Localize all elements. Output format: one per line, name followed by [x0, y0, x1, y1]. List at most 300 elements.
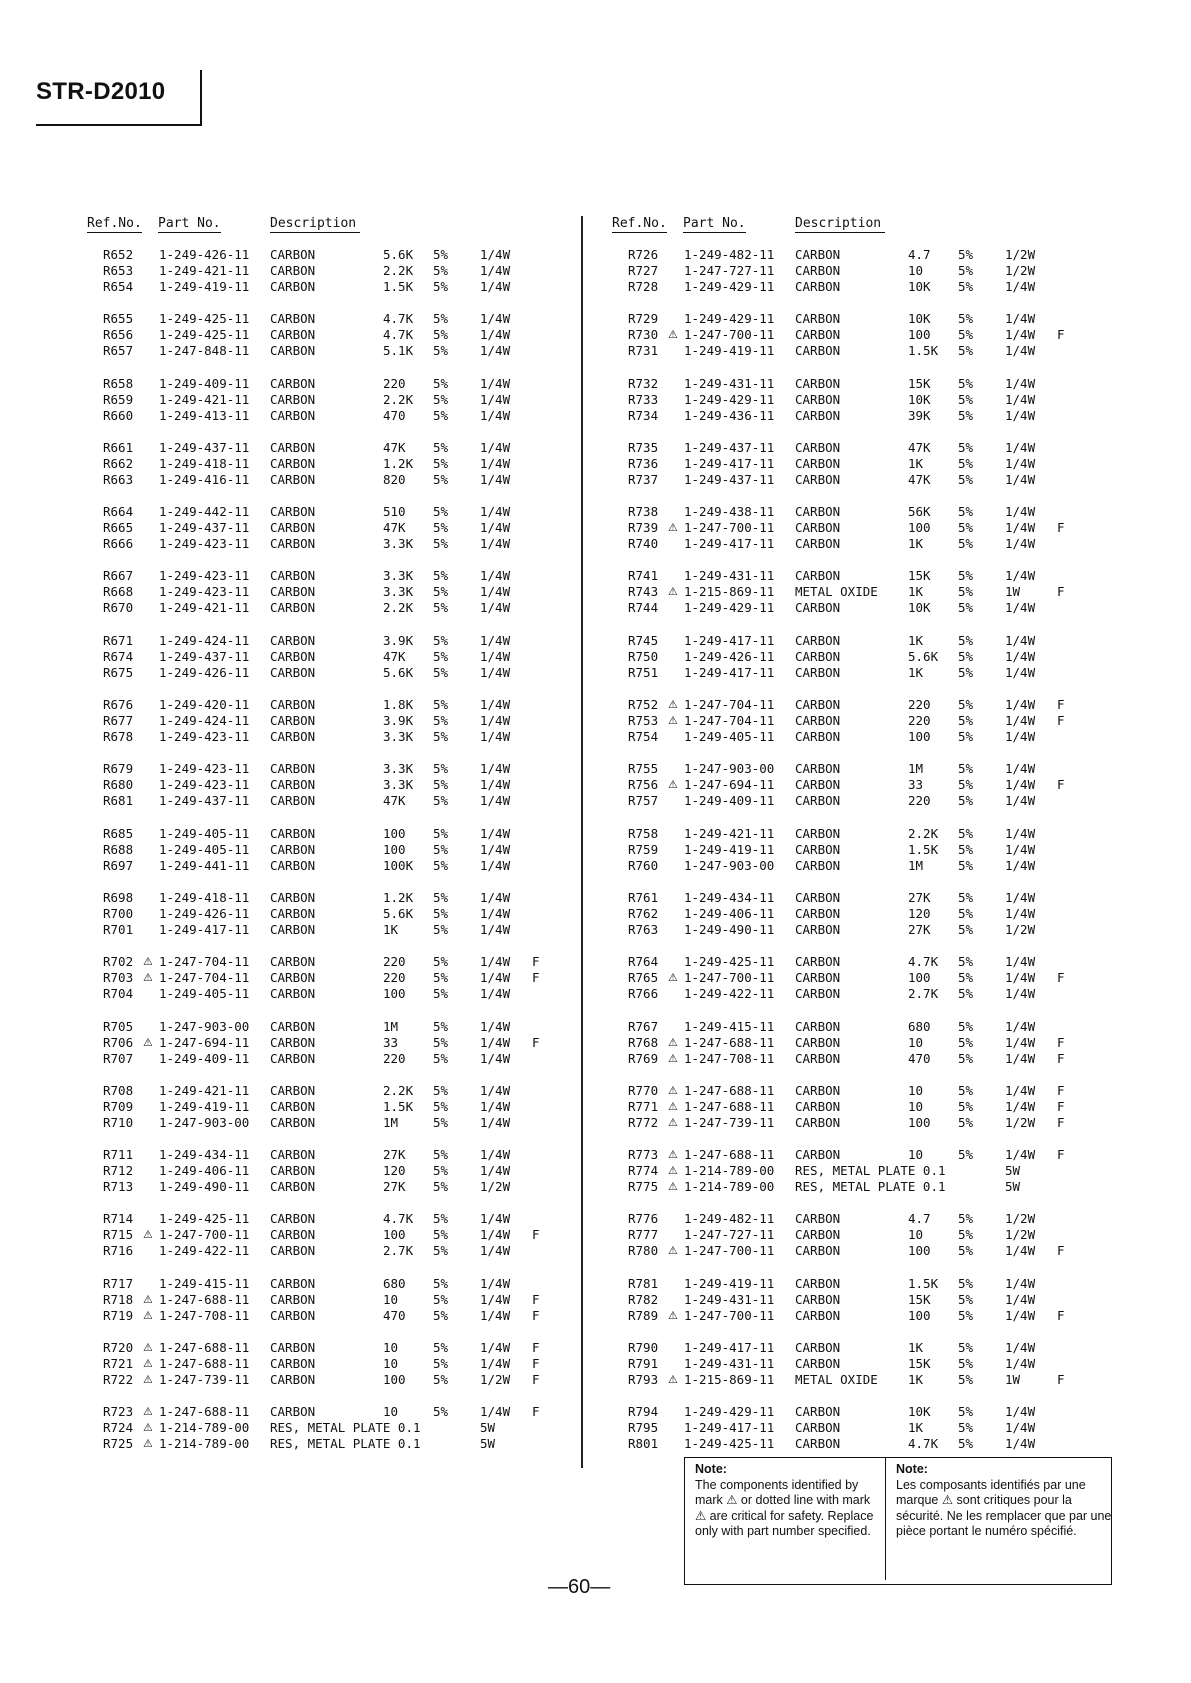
table-row — [612, 826, 1112, 842]
table-row — [87, 584, 587, 600]
ref-no: R772 — [628, 1114, 659, 1130]
part-no: 1-215-869-11 — [684, 1372, 775, 1388]
value: 220 — [383, 970, 406, 986]
ref-no: R741 — [628, 568, 659, 584]
tolerance: 5% — [433, 279, 449, 294]
tolerance: 5% — [958, 857, 974, 873]
table-row — [87, 327, 587, 343]
description: CARBON — [795, 391, 841, 407]
tolerance: 5% — [433, 504, 449, 520]
ref-no: R700 — [103, 905, 134, 921]
value: 470 — [383, 1307, 406, 1323]
tolerance: 5% — [433, 1275, 449, 1291]
value: 820 — [383, 471, 406, 487]
table-row — [87, 600, 587, 616]
description: CARBON — [270, 954, 316, 970]
tolerance: 5% — [433, 407, 449, 423]
description: CARBON — [270, 1404, 316, 1420]
description: CARBON — [795, 1404, 841, 1420]
table-row — [87, 1243, 587, 1259]
wattage: 1/4W — [1005, 777, 1036, 793]
wattage: 1/4W — [480, 841, 511, 857]
wattage: 1/4W — [480, 905, 511, 921]
tolerance: 5% — [958, 327, 974, 343]
ref-no: R701 — [103, 921, 134, 937]
header-divider-vertical — [200, 70, 202, 124]
part-no: 1-249-419-11 — [159, 279, 250, 294]
safety-warning-icon: ⚠ — [668, 698, 678, 712]
part-no: 1-247-903-00 — [684, 857, 775, 873]
table-row — [612, 1356, 1112, 1372]
value: 47K — [383, 793, 406, 809]
table-row — [87, 247, 587, 263]
ref-no: R745 — [628, 632, 659, 648]
value: 56K — [908, 504, 931, 520]
ref-no: R715 — [103, 1227, 134, 1243]
wattage: 1/4W — [480, 1098, 511, 1114]
tolerance: 5% — [958, 921, 974, 937]
table-row — [87, 633, 587, 649]
ref-no: R665 — [103, 520, 134, 536]
description: CARBON — [270, 327, 316, 343]
part-no: 1-249-405-11 — [159, 986, 250, 1002]
table-row — [612, 665, 1112, 681]
wattage: 1/4W — [1005, 536, 1036, 552]
wattage: 1/4W — [1005, 568, 1036, 584]
part-no: 1-249-417-11 — [684, 1340, 775, 1356]
tolerance: 5% — [433, 1147, 449, 1163]
value: 3.9K — [383, 632, 414, 648]
value: 27K — [908, 889, 931, 905]
value: 1.2K — [383, 455, 414, 471]
part-no: 1-249-429-11 — [684, 600, 775, 616]
table-row — [612, 1163, 1112, 1179]
part-no: 1-249-418-11 — [159, 455, 250, 471]
parts-group — [612, 1019, 1112, 1083]
value: 33 — [383, 1034, 399, 1050]
tolerance: 5% — [958, 729, 974, 745]
ref-no: R718 — [103, 1291, 134, 1307]
tolerance: 5% — [958, 1227, 974, 1243]
wattage: 1/4W — [480, 279, 511, 294]
part-no: 1-249-434-11 — [159, 1147, 250, 1163]
wattage: 1/4W — [480, 889, 511, 905]
value: 1M — [383, 1114, 399, 1130]
part-no: 1-249-437-11 — [684, 439, 775, 455]
tolerance: 5% — [433, 793, 449, 809]
table-row — [87, 1115, 587, 1131]
table-row — [87, 520, 587, 536]
description: CARBON — [795, 664, 841, 680]
header-description: Description — [270, 216, 360, 233]
description: CARBON — [795, 729, 841, 745]
part-no: 1-247-903-00 — [684, 761, 775, 777]
value: 3.3K — [383, 777, 414, 793]
table-row — [612, 472, 1112, 488]
description: CARBON — [795, 1227, 841, 1243]
parts-group — [612, 1147, 1112, 1211]
value: 100 — [383, 825, 406, 841]
part-no: 1-247-700-11 — [684, 970, 775, 986]
tolerance: 5% — [433, 520, 449, 536]
description: CARBON — [795, 905, 841, 921]
table-row — [612, 729, 1112, 745]
description: CARBON — [270, 793, 316, 809]
safety-warning-icon: ⚠ — [143, 1228, 153, 1242]
table-row — [612, 1227, 1112, 1243]
tolerance: 5% — [433, 889, 449, 905]
part-no: 1-249-423-11 — [159, 729, 250, 745]
description: CARBON — [270, 247, 316, 262]
description: CARBON — [795, 825, 841, 841]
tolerance: 5% — [433, 1163, 449, 1179]
description: CARBON — [270, 1340, 316, 1356]
table-row — [87, 761, 587, 777]
safety-warning-icon: ⚠ — [143, 1035, 153, 1049]
tolerance: 5% — [958, 697, 974, 713]
wattage: 1/4W — [480, 536, 511, 552]
part-no: 1-247-700-11 — [684, 327, 775, 343]
flag: F — [532, 1340, 540, 1356]
ref-no: R736 — [628, 455, 659, 471]
description: CARBON — [270, 697, 316, 713]
safety-warning-icon: ⚠ — [668, 1051, 678, 1065]
description: CARBON — [795, 311, 841, 327]
table-row — [87, 279, 587, 295]
tolerance: 5% — [433, 1082, 449, 1098]
parts-column-left — [87, 214, 587, 1469]
value: 15K — [908, 1356, 931, 1372]
part-no: 1-249-423-11 — [159, 584, 250, 600]
ref-no: R730 — [628, 327, 659, 343]
flag: F — [1057, 327, 1065, 343]
header-ref-no: Ref.No. — [87, 216, 142, 231]
parts-group — [87, 376, 587, 440]
value: 1M — [383, 1018, 399, 1034]
ref-no: R775 — [628, 1179, 659, 1195]
description: CARBON — [270, 1243, 316, 1259]
wattage: 1/4W — [480, 632, 511, 648]
value: 47K — [383, 439, 406, 455]
wattage: 1/4W — [480, 954, 511, 970]
part-no: 1-249-429-11 — [684, 311, 775, 327]
parts-group — [87, 954, 587, 1018]
wattage: 1/4W — [1005, 391, 1036, 407]
table-row — [87, 922, 587, 938]
safety-warning-icon: ⚠ — [668, 1244, 678, 1258]
description: CARBON — [795, 713, 841, 729]
table-row — [612, 1436, 1112, 1452]
column-header — [87, 214, 587, 236]
wattage: 1/4W — [480, 247, 511, 262]
safety-warning-icon: ⚠ — [143, 1373, 153, 1387]
part-no: 1-249-431-11 — [684, 568, 775, 584]
column-header — [612, 214, 1112, 236]
description: CARBON — [795, 697, 841, 713]
description: CARBON — [270, 1372, 316, 1388]
table-row — [612, 1083, 1112, 1099]
table-row — [87, 970, 587, 986]
flag: F — [1057, 1082, 1065, 1098]
ref-no: R667 — [103, 568, 134, 584]
part-no: 1-249-426-11 — [684, 648, 775, 664]
part-no: 1-247-688-11 — [684, 1147, 775, 1163]
safety-warning-icon: ⚠ — [143, 1341, 153, 1355]
parts-group — [87, 247, 587, 311]
table-row — [612, 858, 1112, 874]
ref-no: R706 — [103, 1034, 134, 1050]
value: 10 — [908, 1227, 924, 1243]
description: CARBON — [270, 921, 316, 937]
wattage: 1/4W — [1005, 954, 1036, 970]
value: 39K — [908, 407, 931, 423]
wattage: 1/4W — [480, 471, 511, 487]
wattage: 5W — [480, 1420, 496, 1436]
table-row — [612, 1211, 1112, 1227]
safety-warning-icon: ⚠ — [668, 971, 678, 985]
part-no: 1-249-437-11 — [159, 648, 250, 664]
note-body: Les composants identifiés par une marque ⚠ sont critiques pour la sécurité. Ne les remplacer que par une pièce portant le numéro spécifié. — [896, 1477, 1112, 1538]
part-no: 1-249-482-11 — [684, 1211, 775, 1227]
ref-no: R722 — [103, 1372, 134, 1388]
flag: F — [1057, 1307, 1065, 1323]
description: CARBON — [270, 905, 316, 921]
wattage: 5W — [480, 1436, 496, 1452]
ref-no: R776 — [628, 1211, 659, 1227]
tolerance: 5% — [433, 343, 449, 359]
wattage: 1/2W — [1005, 1211, 1036, 1227]
wattage: 1/4W — [480, 1356, 511, 1372]
part-no: 1-249-417-11 — [159, 921, 250, 937]
flag: F — [532, 954, 540, 970]
wattage: 1/4W — [1005, 793, 1036, 809]
part-no: 1-249-425-11 — [159, 311, 250, 327]
wattage: 1/4W — [1005, 841, 1036, 857]
wattage: 1/4W — [1005, 439, 1036, 455]
wattage: 1/4W — [1005, 761, 1036, 777]
part-no: 1-249-442-11 — [159, 504, 250, 520]
table-row — [87, 665, 587, 681]
parts-group — [87, 504, 587, 568]
description: CARBON — [795, 504, 841, 520]
parts-group — [87, 311, 587, 375]
wattage: 1/2W — [1005, 1227, 1036, 1243]
ref-no: R743 — [628, 584, 659, 600]
parts-list-right — [612, 247, 1112, 1469]
description: CARBON — [795, 1356, 841, 1372]
ref-no: R720 — [103, 1340, 134, 1356]
wattage: 1/4W — [1005, 407, 1036, 423]
tolerance: 5% — [433, 664, 449, 680]
value: 3.3K — [383, 568, 414, 584]
value: 27K — [383, 1147, 406, 1163]
wattage: 5W — [1005, 1179, 1021, 1195]
wattage: 1W — [1005, 1372, 1021, 1388]
part-no: 1-249-421-11 — [159, 600, 250, 616]
part-no: 1-247-708-11 — [159, 1307, 250, 1323]
part-no: 1-249-420-11 — [159, 697, 250, 713]
part-no: 1-247-700-11 — [159, 1227, 250, 1243]
tolerance: 5% — [433, 841, 449, 857]
value: 1K — [908, 632, 924, 648]
parts-group — [87, 568, 587, 632]
description: CARBON — [270, 1018, 316, 1034]
table-row — [87, 1099, 587, 1115]
part-no: 1-249-419-11 — [684, 343, 775, 359]
ref-no: R740 — [628, 536, 659, 552]
description: CARBON — [795, 954, 841, 970]
value: 4.7K — [908, 954, 939, 970]
table-row — [612, 1051, 1112, 1067]
ref-no: R717 — [103, 1275, 134, 1291]
ref-no: R664 — [103, 504, 134, 520]
value: 100 — [383, 986, 406, 1002]
description: CARBON — [270, 439, 316, 455]
parts-group — [87, 1211, 587, 1275]
value: 10 — [908, 1098, 924, 1114]
part-no: 1-249-405-11 — [684, 729, 775, 745]
part-no: 1-249-426-11 — [159, 664, 250, 680]
part-no: 1-249-425-11 — [684, 1436, 775, 1452]
wattage: 1/4W — [480, 343, 511, 359]
part-no: 1-247-704-11 — [159, 970, 250, 986]
table-row — [612, 600, 1112, 616]
value: 10 — [908, 1082, 924, 1098]
flag: F — [532, 1291, 540, 1307]
description: RES, METAL PLATE 0.1 — [795, 1179, 946, 1195]
ref-no: R738 — [628, 504, 659, 520]
part-no: 1-247-688-11 — [159, 1404, 250, 1420]
table-row — [612, 890, 1112, 906]
value: 220 — [383, 954, 406, 970]
part-no: 1-249-434-11 — [684, 889, 775, 905]
table-row — [612, 504, 1112, 520]
wattage: 1/4W — [480, 1163, 511, 1179]
tolerance: 5% — [958, 1307, 974, 1323]
part-no: 1-247-688-11 — [684, 1034, 775, 1050]
table-row — [87, 1276, 587, 1292]
description: CARBON — [270, 857, 316, 873]
tolerance: 5% — [958, 600, 974, 616]
description: CARBON — [795, 1436, 841, 1452]
flag: F — [1057, 1147, 1065, 1163]
tolerance: 5% — [958, 1018, 974, 1034]
tolerance: 5% — [433, 1356, 449, 1372]
table-row — [612, 263, 1112, 279]
part-no: 1-249-405-11 — [159, 841, 250, 857]
description: CARBON — [270, 1179, 316, 1195]
wattage: 1/4W — [480, 407, 511, 423]
table-row — [612, 793, 1112, 809]
ref-no: R654 — [103, 279, 134, 294]
wattage: 1/4W — [480, 568, 511, 584]
value: 5.6K — [383, 247, 414, 262]
value: 2.2K — [383, 1082, 414, 1098]
description: CARBON — [270, 1291, 316, 1307]
tolerance: 5% — [433, 970, 449, 986]
part-no: 1-249-490-11 — [159, 1179, 250, 1195]
value: 4.7K — [383, 1211, 414, 1227]
table-row — [612, 1179, 1112, 1195]
value: 47K — [908, 439, 931, 455]
table-row — [87, 1019, 587, 1035]
table-row — [87, 1340, 587, 1356]
part-no: 1-247-708-11 — [684, 1050, 775, 1066]
description: CARBON — [270, 311, 316, 327]
description: CARBON — [270, 536, 316, 552]
value: 5.1K — [383, 343, 414, 359]
part-no: 1-249-441-11 — [159, 857, 250, 873]
flag: F — [1057, 1243, 1065, 1259]
tolerance: 5% — [958, 1243, 974, 1259]
table-row — [87, 1436, 587, 1452]
ref-no: R793 — [628, 1372, 659, 1388]
value: 10K — [908, 311, 931, 327]
value: 220 — [908, 697, 931, 713]
flag: F — [1057, 713, 1065, 729]
part-no: 1-249-431-11 — [684, 1291, 775, 1307]
description: CARBON — [795, 343, 841, 359]
table-row — [612, 440, 1112, 456]
description: CARBON — [270, 648, 316, 664]
value: 4.7 — [908, 247, 931, 262]
part-no: 1-249-423-11 — [159, 777, 250, 793]
part-no: 1-247-704-11 — [159, 954, 250, 970]
tolerance: 5% — [433, 375, 449, 391]
part-no: 1-249-419-11 — [684, 1275, 775, 1291]
tolerance: 5% — [433, 439, 449, 455]
safety-warning-icon: ⚠ — [143, 971, 153, 985]
tolerance: 5% — [958, 343, 974, 359]
description: CARBON — [795, 247, 841, 262]
part-no: 1-249-415-11 — [159, 1275, 250, 1291]
wattage: 1/4W — [1005, 1340, 1036, 1356]
ref-no: R659 — [103, 391, 134, 407]
description: CARBON — [795, 1147, 841, 1163]
description: CARBON — [795, 1018, 841, 1034]
part-no: 1-249-422-11 — [684, 986, 775, 1002]
ref-no: R653 — [103, 263, 134, 278]
wattage: 1/4W — [480, 1291, 511, 1307]
ref-no: R663 — [103, 471, 134, 487]
description: CARBON — [270, 970, 316, 986]
ref-no: R735 — [628, 439, 659, 455]
safety-warning-icon: ⚠ — [668, 1164, 678, 1178]
ref-no: R685 — [103, 825, 134, 841]
wattage: 1/4W — [480, 921, 511, 937]
description: CARBON — [270, 1163, 316, 1179]
ref-no: R771 — [628, 1098, 659, 1114]
tolerance: 5% — [433, 455, 449, 471]
parts-group — [612, 1276, 1112, 1340]
ref-no: R656 — [103, 327, 134, 343]
wattage: 1/4W — [480, 1082, 511, 1098]
part-no: 1-249-431-11 — [684, 1356, 775, 1372]
flag: F — [532, 1356, 540, 1372]
ref-no: R712 — [103, 1163, 134, 1179]
part-no: 1-249-424-11 — [159, 632, 250, 648]
parts-group — [87, 697, 587, 761]
part-no: 1-249-419-11 — [159, 1098, 250, 1114]
description: CARBON — [795, 407, 841, 423]
part-no: 1-249-429-11 — [684, 279, 775, 294]
wattage: 1/4W — [1005, 279, 1036, 294]
value: 1K — [908, 664, 924, 680]
value: 3.3K — [383, 729, 414, 745]
wattage: 1/4W — [1005, 1307, 1036, 1323]
ref-no: R703 — [103, 970, 134, 986]
wattage: 1/4W — [1005, 889, 1036, 905]
